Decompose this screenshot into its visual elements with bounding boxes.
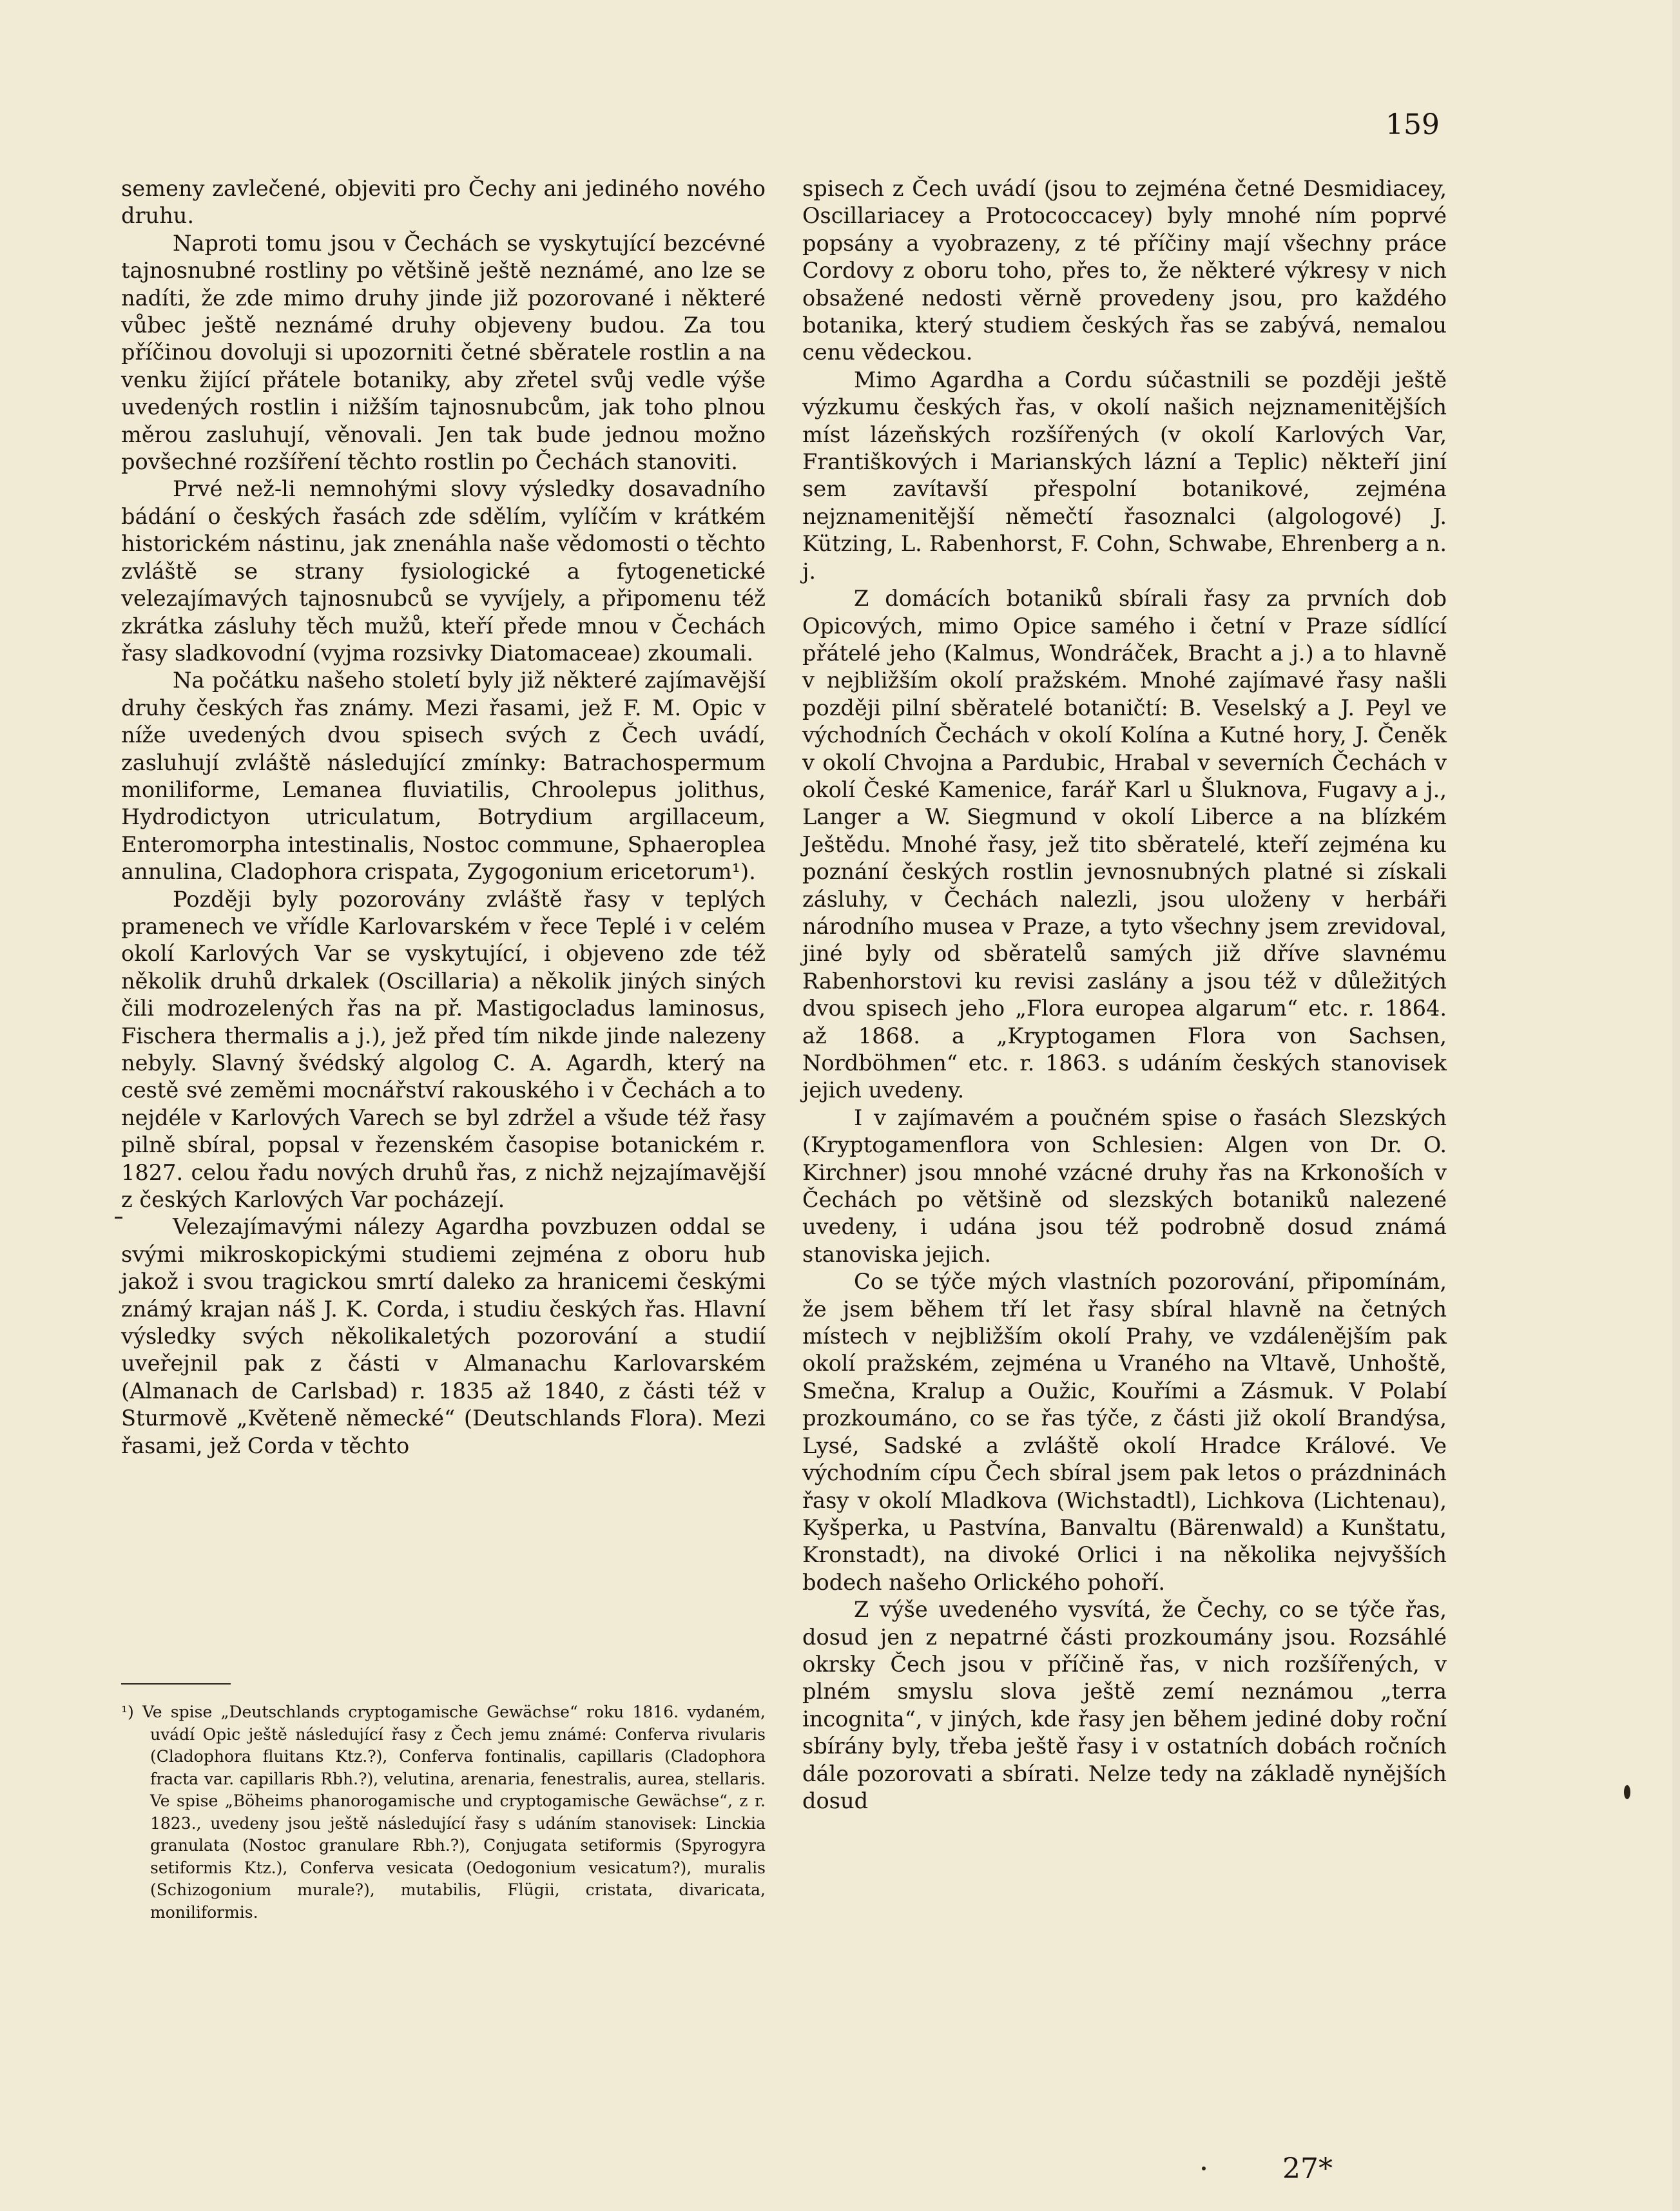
page-number: 159 — [1386, 108, 1440, 141]
paragraph: semeny zavlečené, objeviti pro Čechy ani jediného nového druhu. — [121, 176, 766, 229]
paragraph: Mimo Agardha a Cordu súčastnili se později ještě výzkumu českých řas, v okolí našich nejznamenitějších míst lázeňských rozšířených (v okolí Karlových Var, Františkových i Marianských lázní a Teplic) někteří jiní sem zavítavší přespolní botanikové, zejména nejznamenitější němečtí řasoznalci (algologové) J. Kützing, L. Rabenhorst, F. Cohn, Schwabe, Ehrenberg a n. j. — [802, 367, 1447, 584]
signature-mark: 27* — [1282, 2152, 1333, 2185]
paragraph: spisech z Čech uvádí (jsou to zejména četné Desmidiacey, Oscillariacey a Protococcacey) byly mnohé ním poprvé popsány a vyobrazeny, z té příčiny mají všechny práce Cordovy z oboru toho, přes to, že některé výkresy v nich obsažené nedosti věrně provedeny jsou, pro každého botanika, který studiem českých řas se zabývá, nemalou cenu vědeckou. — [802, 176, 1447, 365]
margin-mark — [115, 1217, 122, 1219]
paragraph: Na počátku našeho století byly již některé zajímavější druhy českých řas známy. Mezi řasami, jež F. M. Opic v níže uvedených dvou spisech svých z Čech uvádí, zasluhují zvláště následující zmínky: Batrachospermum moniliforme, Lemanea fluviatilis, Chroolepus jolithus, Hydrodictyon utriculatum, Botrydium argillaceum, Enteromorpha intestinalis, Nostoc commune, Sphaeroplea annulina, Cladophora crispata, Zygogonium ericetorum¹). — [121, 668, 766, 885]
paragraph: Velezajímavými nálezy Agardha povzbuzen oddal se svými mikroskopickými studiemi zejména z oboru hub jakož i svou tragickou smrtí daleko za hranicemi českými známý krajan náš J. K. Corda, i studiu českých řas. Hlavní výsledky svých několikaletých pozorování a studií uveřejnil pak z části v Almanachu Karlovarském (Almanach de Carlsbad) r. 1835 až 1840, z části též v Sturmově „Květeně německé“ (Deutschlands Flora). Mezi řasami, jež Corda v těchto — [121, 1214, 766, 1458]
paragraph: Prvé než-li nemnohými slovy výsledky dosavadního bádání o českých řasách zde sdělím, vylíčím v krátkém historickém nástinu, jak znenáhla naše vědomosti o těchto zvláště se strany fysiologické a fytogenetické velezajímavých tajnosnubců se vyvíjely, a připomenu též zkrátka zásluhy těch mužů, kteří přede mnou v Čechách řasy sladkovodní (vyjma rozsivky Diatomaceae) zkoumali. — [121, 476, 766, 666]
paragraph: Později byly pozorovány zvláště řasy v teplých pramenech ve vřídle Karlovarském v řece Teplé i v celém okolí Karlových Var se vyskytující, i objeveno zde též několik druhů drkalek (Oscillaria) a několik jiných siných čili modrozelených řas na př. Mastigocladus laminosus, Fischera thermalis a j.), jež před tím nikde jinde nalezeny nebyly. Slavný švédský algolog C. A. Agardh, který na cestě své zeměmi mocnářství rakouského i v Čechách a to nejdéle v Karlových Varech se byl zdržel a všude též řasy pilně sbíral, popsal v řezenském časopise botanickém r. 1827. celou řadu nových druhů řas, z nichž nejzajímavější z českých Karlových Var pocházejí. — [121, 886, 766, 1213]
ink-speck — [1202, 2167, 1206, 2170]
right-column — [802, 175, 1447, 1815]
paragraph: I v zajímavém a poučném spise o řasách Slezských (Kryptogamenflora von Schlesien: Algen von Dr. O. Kirchner) jsou mnohé vzácné druhy řas na Krkonoších v Čechách po většině od slezských botaniků nalezené uvedeny, i udána jsou též podrobně dosud známá stanoviska jejich. — [802, 1105, 1447, 1267]
footnote — [121, 1701, 766, 1924]
paragraph: Z domácích botaniků sbírali řasy za prvních dob Opicových, mimo Opice samého i četní v Praze sídlící přátelé jeho (Kalmus, Wondráček, Bracht a j.) a to hlavně v nejbližším okolí pražském. Mnohé zajímavé řasy našli později pilní sběratelé botaničtí: B. Veselský a J. Peyl ve východních Čechách v okolí Kolína a Kutné hory, J. Čeněk v okolí Chvojna a Pardubic, Hrabal v severních Čechách v okolí České Kamenice, farář Karl u Šluknova, Fugavy a j., Langer a W. Siegmund v okolí Liberce a na blízkém Ještědu. Mnohé řasy, jež tito sběratelé, kteří zejména ku poznání českých rostlin jevnosnubných platné si získali zásluhy, v Čechách nalezli, jsou uloženy v herbáři národního musea v Praze, a tyto všechny jsem zrevidoval, jiné byly od sběratelů samých již dříve slavnému Rabenhorstovi ku revisi zaslány a jsou též v důležitých dvou spisech jeho „Flora europea algarum“ etc. r. 1864. až 1868. a „Kryptogamen Flora von Sachsen, Nordböhmen“ etc. r. 1863. s udáním českých stanovisek jejich uvedeny. — [802, 586, 1447, 1103]
paragraph: Naproti tomu jsou v Čechách se vyskytující bezcévné tajnosnubné rostliny po většině ještě neznámé, ano lze se nadíti, že zde mimo druhy jinde již pozorované i některé vůbec ještě neznámé druhy objeveny budou. Za tou příčinou dovoluji si upozorniti četné sběratele rostlin a na venku žijící přátele botaniky, aby zřetel svůj vedle výše uvedených rostlin i nižším tajnosnubcům, jak toho plnou měrou zasluhují, věnovali. Jen tak bude jednou možno povšechné rozšíření těchto rostlin po Čechách stanoviti. — [121, 230, 766, 475]
footnote-divider — [121, 1683, 231, 1685]
footnote-text: ¹) Ve spise „Deutschlands cryptogamische Gewächse“ roku 1816. vydaném, uvádí Opic ještě následující řasy z Čech jemu známé: Conferva rivularis (Cladophora fluitans Ktz.?), Conferva fontinalis, capillaris (Cladophora fracta var. capillaris Rbh.?), velutina, arenaria, fenestralis, aurea, stellaris. Ve spise „Böheims phanorogamische und cryptogamische Gewächse“, z r. 1823., uvedeny jsou ještě následující řasy s udáním stanovisek: Linckia granulata (Nostoc granulare Rbh.?), Conjugata setiformis (Spyrogyra setiformis Ktz.), Conferva vesicata (Oedogonium vesicatum?), muralis (Schizogonium murale?), mutabilis, Flügii, cristata, divaricata, moniliformis. — [121, 1703, 766, 1922]
ink-smudge — [1624, 1785, 1630, 1799]
page-edge — [1672, 0, 1680, 2211]
paragraph: Z výše uvedeného vysvítá, že Čechy, co se týče řas, dosud jen z nepatrné části prozkoumány jsou. Rozsáhlé okrsky Čech jsou v příčině řas, v nich rozšířených, v plném smyslu slova ještě zemí neznámou „terra incognita“, v jiných, kde řasy jen během jediné doby roční sbírány byly, třeba ještě řasy i v ostatních dobách ročních dále pozorovati a sbírati. Nelze tedy na základě nynějších dosud — [802, 1597, 1447, 1813]
paragraph: Co se týče mých vlastních pozorování, připomínám, že jsem během tří let řasy sbíral hlavně na četných místech v nejbližším okolí Prahy, ve vzdálenějším pak okolí pražském, zejména u Vraného na Vltavě, Unhoště, Smečna, Kralup a Oužic, Kouřími a Zásmuk. V Polabí prozkoumáno, co se řas týče, z části již okolí Brandýsa, Lysé, Sadské a zvláště okolí Hradce Králové. Ve východním cípu Čech sbíral jsem pak letos o prázdninách řasy v okolí Mladkova (Wichstadtl), Lichkova (Lichtenau), Kyšperka, u Pastvína, Banvaltu (Bärenwald) a Kunštatu, Kronstadt), na divoké Orlici i na několika nejvyšších bodech našeho Orlického pohoří. — [802, 1269, 1447, 1595]
left-column — [121, 175, 766, 1460]
